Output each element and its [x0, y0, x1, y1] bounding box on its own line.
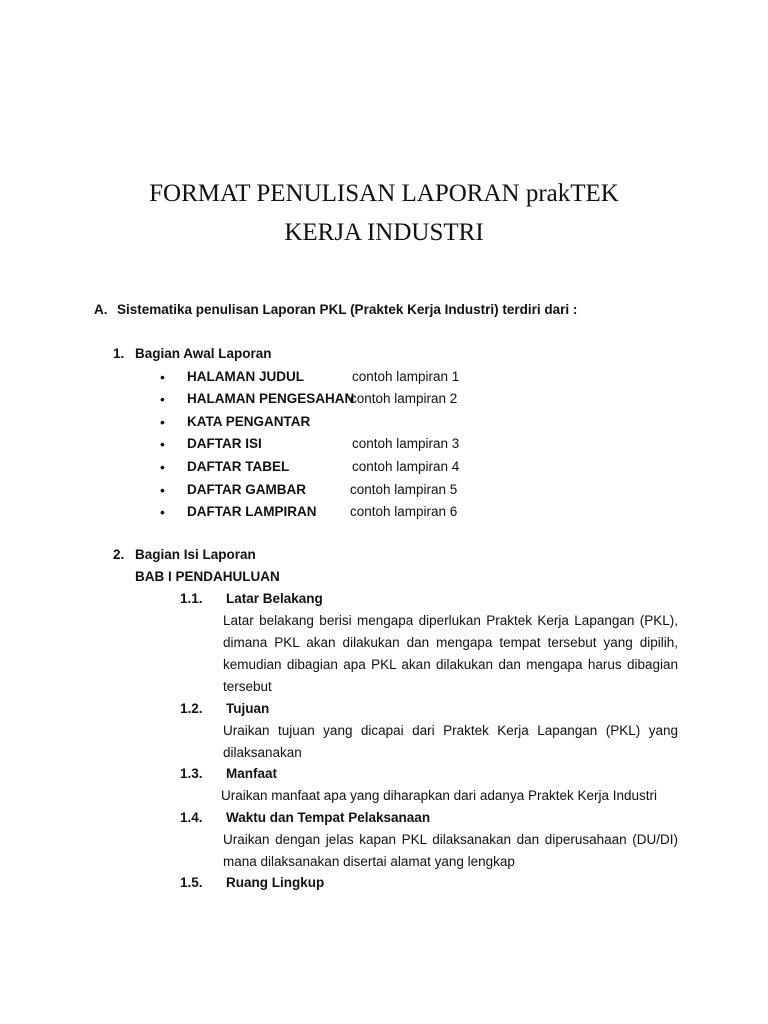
list-item-name: DAFTAR GAMBAR	[187, 482, 306, 497]
section-a-text: Sistematika penulisan Laporan PKL (Praktek Kerja Industri) terdiri dari :	[117, 302, 578, 317]
part-1-marker: 1.	[113, 346, 125, 361]
list-item-note: contoh lampiran 4	[352, 459, 460, 474]
list-item-name: DAFTAR ISI	[187, 436, 262, 451]
part-1-label: Bagian Awal Laporan	[135, 346, 272, 361]
subsection-number: 1.3.	[180, 766, 203, 781]
subsection-body: Uraikan manfaat apa yang diharapkan dari adanya Praktek Kerja Industri	[221, 788, 658, 803]
list-item-name: KATA PENGANTAR	[187, 414, 311, 429]
list-item-name: HALAMAN PENGESAHAN	[187, 391, 355, 406]
subsection-title: Latar Belakang	[226, 591, 323, 606]
list-item-note: contoh lampiran 2	[350, 391, 458, 406]
list-item-note: contoh lampiran 3	[352, 436, 460, 451]
subsection-title: Manfaat	[226, 766, 278, 781]
subsection-title: Tujuan	[226, 701, 270, 716]
document-title-line-1: FORMAT PENULISAN LAPORAN prakTEK	[149, 180, 619, 207]
bullet: •	[160, 504, 165, 520]
subsection-body: Latar belakang berisi mengapa diperlukan Praktek Kerja Lapangan (PKL), dimana PKL akan dilakukan dan mengapa tempat tersebut yang dipilih, kemudian dibagian apa PKL akan dilakukan dan mengapa harus dibagian tersebut	[223, 613, 678, 694]
list-item-name: HALAMAN JUDUL	[187, 369, 304, 384]
list-item-name: DAFTAR TABEL	[187, 459, 290, 474]
bullet: •	[160, 482, 165, 498]
subsection-number: 1.2.	[180, 701, 203, 716]
list-item-note: contoh lampiran 5	[350, 482, 458, 497]
bullet: •	[160, 369, 165, 385]
subsection-number: 1.5.	[180, 875, 203, 890]
list-item-name: DAFTAR LAMPIRAN	[187, 504, 317, 519]
subsection-title: Ruang Lingkup	[226, 875, 325, 890]
list-item-note: contoh lampiran 1	[352, 369, 460, 384]
section-a-marker: A.	[94, 302, 108, 317]
subsection-body: Uraikan dengan jelas kapan PKL dilaksanakan dan diperusahaan (DU/DI) mana dilaksanakan disertai alamat yang lengkap	[223, 832, 678, 869]
document-title-line-2: KERJA INDUSTRI	[284, 219, 484, 246]
list-item-note: contoh lampiran 6	[350, 504, 458, 519]
part-2-label: Bagian Isi Laporan	[135, 547, 256, 562]
part-2-marker: 2.	[113, 547, 125, 562]
subsection-number: 1.1.	[180, 591, 203, 606]
subsection-body: Uraikan tujuan yang dicapai dari Praktek Kerja Lapangan (PKL) yang dilaksanakan	[223, 723, 678, 760]
bullet: •	[160, 391, 165, 407]
chapter-heading: BAB I PENDAHULUAN	[135, 569, 280, 584]
bullet: •	[160, 459, 165, 475]
bullet: •	[160, 436, 165, 452]
subsection-title: Waktu dan Tempat Pelaksanaan	[226, 810, 431, 825]
subsection-number: 1.4.	[180, 810, 203, 825]
bullet: •	[160, 414, 165, 430]
